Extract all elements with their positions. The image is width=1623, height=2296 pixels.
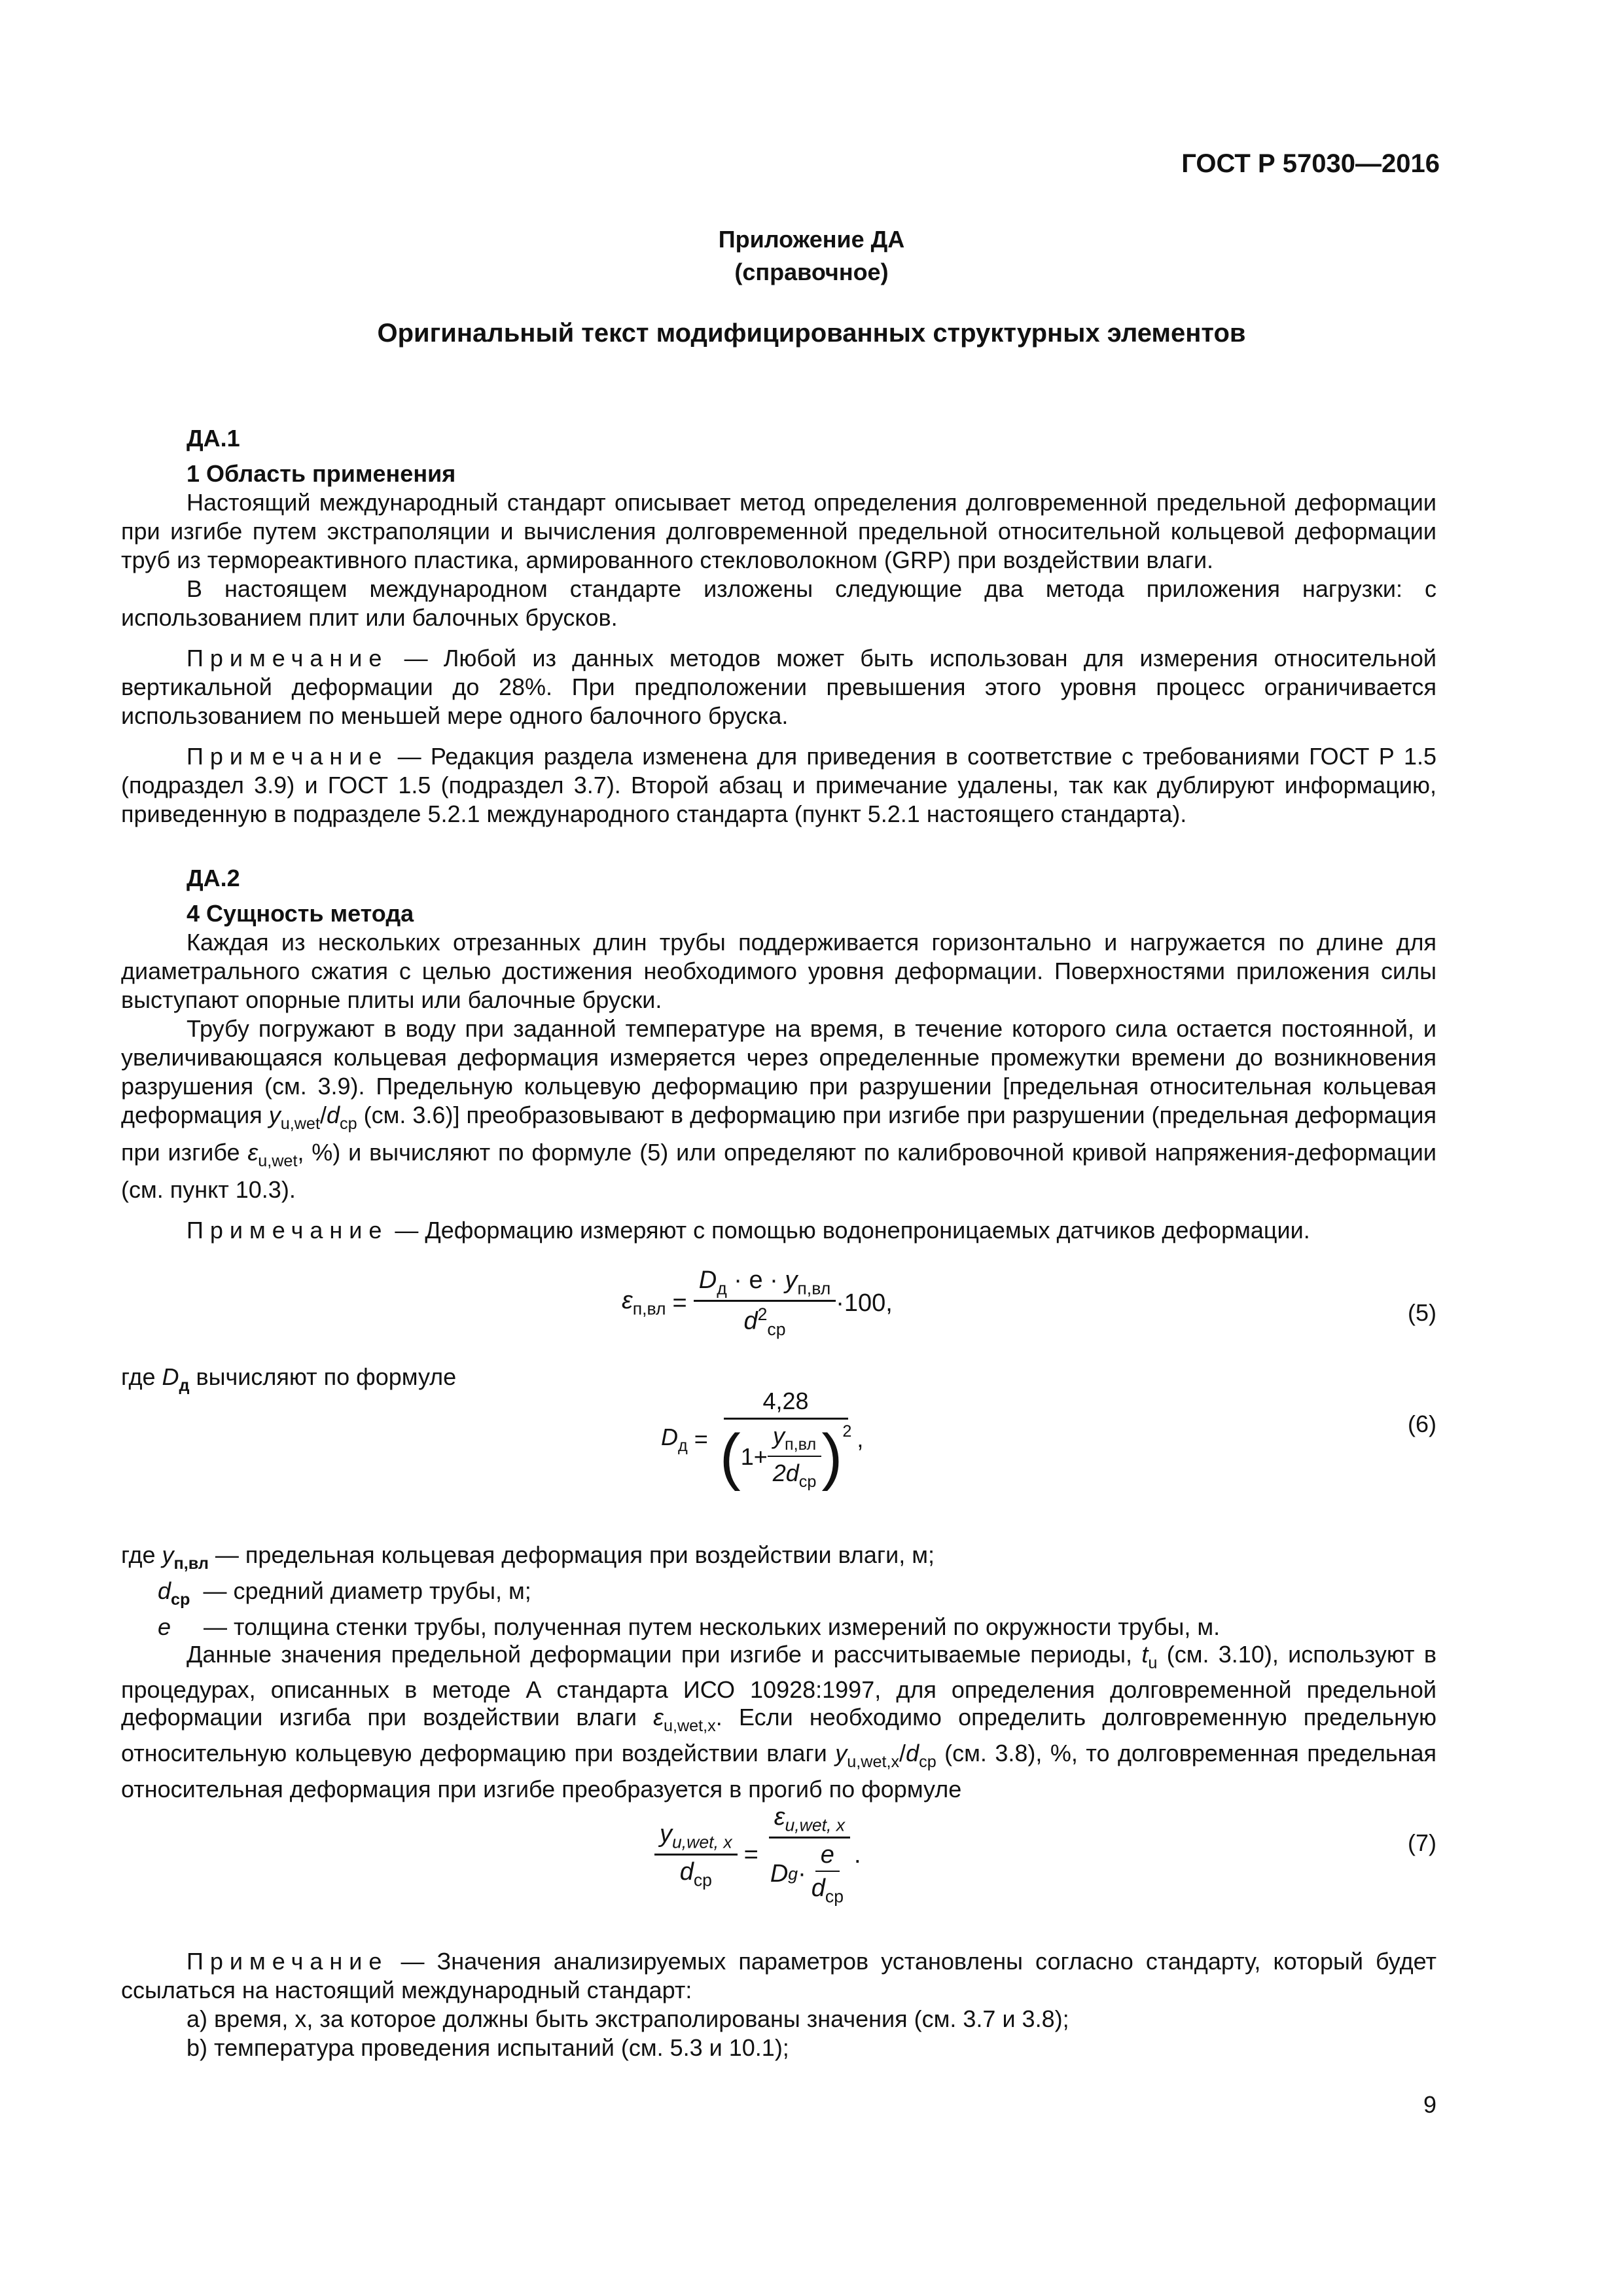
note-text: — Деформацию измеряют с помощью водонепроницаемых датчиков деформации. <box>388 1216 1310 1244</box>
symbol: d <box>326 1102 340 1128</box>
document-id: ГОСТ Р 57030—2016 <box>1181 149 1440 178</box>
denominator <box>675 1856 717 1890</box>
text-run: · e · <box>726 1266 785 1294</box>
text-run: (см. 3.6)] преобразовывают в деформацию при изгибе при разрушении (предельная деформация при изгибе <box>121 1102 1436 1166</box>
symbol: D <box>770 1859 789 1888</box>
note-label: Примечание <box>187 743 389 770</box>
section-heading: 1 Область применения <box>187 460 456 487</box>
definition-item <box>121 1613 1436 1641</box>
note-text: — Значения анализируемых параметров установлены согласно стандарту, который будет ссылаться на настоящий международный стандарт: <box>121 1948 1436 2003</box>
note-text: — Любой из данных методов может быть использован для измерения относительной вертикальной деформации до 28%. При предположении превышения этого уровня процесс ограничивается использованием по меньшей мере одного балочного бруска. <box>121 645 1436 729</box>
subscript: ср <box>825 1886 844 1907</box>
note-label: Примечание <box>187 1216 389 1244</box>
text-run: , %) и вычисляют по формуле (5) или определяют по калибровочной кривой напряжения-деформации (см. пункт 10.3). <box>121 1138 1436 1203</box>
text-run: . Если необходимо определить долговременную предельную относительную кольцевую деформацию при воздействии влаги <box>121 1704 1436 1767</box>
symbol: y <box>162 1541 174 1568</box>
text-run: — толщина стенки трубы, полученная путем нескольких измерений по окружности трубы, м. <box>171 1613 1221 1640</box>
formula-7 <box>654 1803 861 1907</box>
subscript: u,wet <box>280 1114 320 1133</box>
text-run: (см. 3.8), %, то долговременная предельная относительная деформация при изгибе преобразуется в прогиб по формуле <box>121 1740 1436 1803</box>
formula-5: $\varepsilon_{п,вл}$ = $\frac{D_д \cdot e \cdot y_{п,вл}}{d^2_{ср}}$ ·100, <box>622 1266 893 1340</box>
denominator <box>806 1872 849 1907</box>
symbol: e <box>820 1841 834 1869</box>
text-run: где <box>121 1363 162 1390</box>
note-label: Примечание <box>187 645 389 672</box>
symbol: e <box>158 1613 171 1640</box>
list-item: b) температура проведения испытаний (см. 5.3 и 10.1); <box>187 2034 789 2061</box>
text-run: = <box>743 1840 758 1869</box>
text-run: вычисляют по формуле <box>189 1363 457 1390</box>
denominator: ( 1+ $\frac{y_{п,вл}}{2d_{ср}}$ ) $^2$ <box>719 1421 852 1492</box>
list-item: a) время, x, за которое должны быть экстраполированы значения (см. 3.7 и 3.8); <box>187 2005 1069 2032</box>
subscript: u,wet <box>258 1151 298 1170</box>
superscript: 2 <box>757 1304 768 1325</box>
definition-item <box>121 1541 1436 1577</box>
subscript: п,вл <box>632 1299 666 1319</box>
symbol: 2d <box>772 1459 799 1486</box>
fraction <box>765 1803 854 1907</box>
symbol: D <box>661 1423 678 1450</box>
definitions <box>121 1541 1436 1803</box>
section-da2 <box>121 864 1436 1245</box>
equation-number: (7) <box>1408 1829 1436 1856</box>
subscript: п,вл <box>785 1435 817 1454</box>
section-id: ДА.1 <box>187 425 240 452</box>
symbol: d <box>811 1874 825 1903</box>
subscript: u,wet, x <box>785 1815 846 1835</box>
symbol: d <box>743 1307 758 1335</box>
text-run: · <box>798 1859 806 1888</box>
denominator <box>768 1457 822 1492</box>
numerator <box>815 1841 840 1872</box>
fraction <box>694 1266 836 1340</box>
subscript: п,вл <box>173 1554 209 1573</box>
subscript: д <box>179 1376 190 1395</box>
symbol: y <box>660 1820 672 1848</box>
symbol: D <box>162 1363 179 1390</box>
definition-item <box>121 1577 1436 1613</box>
section-da1 <box>121 424 1436 829</box>
text-run: 1+ <box>740 1443 768 1470</box>
appendix-title: Оригинальный текст модифицированных структурных элементов <box>377 319 1246 348</box>
subscript: д <box>717 1278 727 1299</box>
symbol: y <box>268 1102 281 1128</box>
subscript: п,вл <box>797 1278 831 1299</box>
paragraph: Настоящий международный стандарт описывает метод определения долговременной предельной деформации при изгибе путем экстраполяции и вычисления долговременной предельной относительной кольцевой деформации труб из термореактивного пластика, армированного стекловолокном (GRP) при воздействии влаги. <box>121 489 1436 573</box>
text-run: . <box>853 1840 861 1869</box>
text-run: — предельная кольцевая деформация при воздействии влаги, м; <box>208 1541 935 1568</box>
symbol: y <box>785 1266 798 1294</box>
subscript: g <box>788 1863 798 1884</box>
symbol: t <box>1141 1640 1149 1668</box>
fraction <box>715 1388 857 1492</box>
section-heading: 4 Сущность метода <box>187 900 414 927</box>
text-run: , <box>857 1426 864 1453</box>
symbol: D <box>698 1266 717 1294</box>
note <box>121 644 1436 730</box>
subscript: u,wet, x <box>672 1831 732 1852</box>
denominator <box>738 1302 791 1340</box>
subscript: u <box>1148 1653 1158 1672</box>
symbol: ε <box>622 1287 633 1315</box>
note-label: Примечание <box>187 1948 389 1975</box>
formula-6: $D_д$ = 4,28 ( 1+ $\frac{y_{п,вл}}{2d_{ср}}$ ) $^2$ , <box>661 1388 864 1492</box>
appendix-label: Приложение ДА <box>718 226 905 253</box>
symbol: ε <box>653 1704 664 1731</box>
denominator <box>765 1839 854 1907</box>
subscript: ср <box>919 1753 936 1772</box>
fraction <box>654 1820 738 1891</box>
symbol: y <box>773 1422 785 1449</box>
paragraph <box>121 1641 1436 1803</box>
page-number: 9 <box>1423 2091 1436 2118</box>
note <box>121 742 1436 829</box>
equation-number: (6) <box>1408 1410 1436 1437</box>
paragraph: Каждая из нескольких отрезанных длин трубы поддерживается горизонтально и нагружается по длине для диаметрального сжатия с целью достижения необходимого уровня деформации. Поверхностями приложения силы выступают опорные плиты или балочные бруски. <box>121 929 1436 1013</box>
appendix-kind: (справочное) <box>734 259 889 285</box>
subscript: ср <box>798 1472 817 1491</box>
text-run: (см. 3.10), используют в процедурах, описанных в методе А стандарта ИСО 10928:1997, для определения долговременной предельной деформации изгиба при воздействии влаги <box>121 1640 1436 1731</box>
text-run: где <box>121 1541 162 1568</box>
numerator <box>768 1422 821 1457</box>
section-id: ДА.2 <box>187 865 240 891</box>
symbol: d <box>679 1857 694 1886</box>
inner-fraction <box>768 1422 822 1492</box>
symbol: y <box>835 1740 847 1767</box>
inner-fraction <box>806 1841 849 1907</box>
subscript: ср <box>171 1590 190 1609</box>
paragraph <box>121 1014 1436 1204</box>
subscript: u,wet,x <box>663 1717 716 1736</box>
subscript: д <box>678 1436 688 1455</box>
note-text: — Редакция раздела изменена для приведения в соответствие с требованиями ГОСТ Р 1.5 (подраздел 3.9) и ГОСТ 1.5 (подраздел 3.7). Второй абзац и примечание удалены, так как дублируют информацию, приведенную в подразделе 5.2.1 международного стандарта (пункт 5.2.1 настоящего стандарта). <box>121 743 1436 827</box>
equation-number: (5) <box>1408 1299 1436 1326</box>
subscript: ср <box>767 1319 786 1340</box>
note <box>121 1947 1436 2005</box>
numerator: 4,28 <box>724 1388 848 1420</box>
symbol: ε <box>247 1138 259 1166</box>
note <box>121 1216 1436 1245</box>
subscript: ср <box>339 1114 357 1133</box>
subscript: u,wet,x <box>847 1753 900 1772</box>
symbol: ε <box>774 1803 785 1831</box>
superscript: 2 <box>842 1422 852 1441</box>
text-run: ·100, <box>836 1289 893 1317</box>
closing-note <box>121 1947 1436 2062</box>
subscript: ср <box>693 1870 712 1890</box>
text-run: Трубу погружают в воду при заданной температуре на время, в течение которого сила остается постоянной, и увеличивающаяся кольцевая деформация измеряется через определенные промежутки времени до возникновения разрушения (см. 3.9). Предельную кольцевую деформацию при разрушении [предельная относительная кольцевая деформация <box>121 1015 1436 1128</box>
paragraph: В настоящем международном стандарте изложены следующие два метода приложения нагрузки: с использованием плит или балочных брусков. <box>121 575 1436 631</box>
numerator <box>654 1820 738 1856</box>
text-run: Данные значения предельной деформации при изгибе и рассчитываемые периоды, <box>187 1640 1142 1668</box>
text-run: / <box>899 1740 906 1767</box>
numerator <box>694 1266 836 1302</box>
symbol: d <box>158 1577 171 1604</box>
text-run: — средний диаметр трубы, м; <box>190 1577 531 1604</box>
numerator <box>769 1803 850 1839</box>
text-run: / <box>319 1102 327 1128</box>
symbol: d <box>906 1740 919 1767</box>
